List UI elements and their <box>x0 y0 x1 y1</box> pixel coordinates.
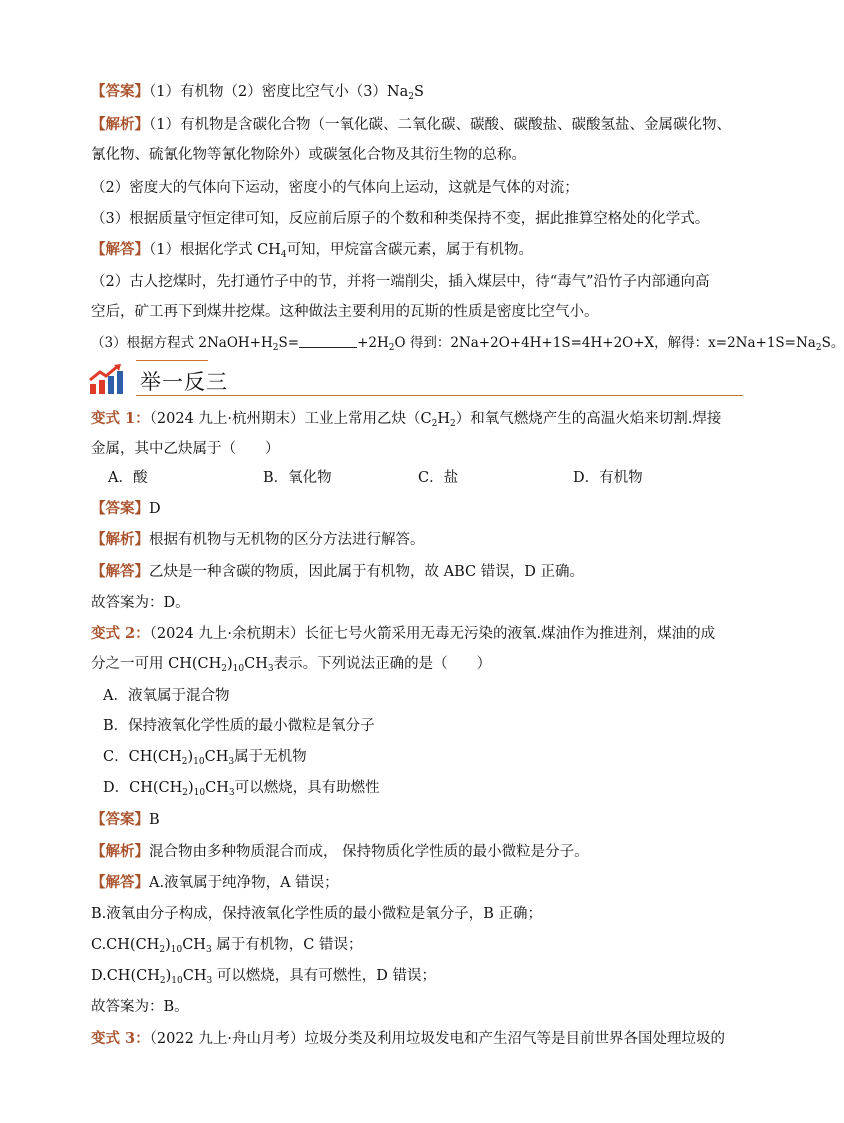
equation-sub-3: 2 <box>815 343 822 353</box>
variant2-sol3-sub1: 2 <box>159 945 166 955</box>
answer-line <box>91 82 754 102</box>
variant1-tail: ）和氧气燃烧产生的高温火焰来切割.焊接 <box>455 411 722 427</box>
variant1-analysis <box>91 530 754 550</box>
variant3-q1: （2022 九上·舟山月考）垃圾分类及利用垃圾发电和产生沼气等是目前世界各国处理垃圾的 <box>149 1031 726 1047</box>
variant2-analysis-text: 混合物由多种物质混合而成， 保持物质化学性质的最小微粒是分子。 <box>149 844 589 860</box>
variant2-sol4-a: D.CH(CH <box>91 968 160 984</box>
analysis-text-1: （1）有机物是含碳化合物（一氧化碳、二氧化碳、碳酸、碳酸盐、碳酸氢盐、金属碳化物、 <box>149 117 731 133</box>
variant2-sol4-b: ) <box>165 968 172 984</box>
variant2-optc-sub1: 2 <box>181 757 188 767</box>
variant2-optd-c: CH <box>205 780 229 796</box>
solution-text-1a: （1）根据化学式 CH <box>149 242 281 258</box>
variant1-solution-text: 乙炔是一种含碳的物质，因此属于有机物，故 ABC 错误，D 正确。 <box>149 564 584 580</box>
variant2-q1: （2024 九上·余杭期末）长征七号火箭采用无毒无污染的液氧.煤油作为推进剂，煤油的成 <box>149 626 716 642</box>
variant2-option-c <box>103 747 754 767</box>
variant2-q2b: ) <box>226 656 233 672</box>
variant2-sol3-b: ) <box>165 937 171 953</box>
variant2-optc-sub2: 10 <box>193 757 205 767</box>
variant1-analysis-tag: 【解析】 <box>91 531 149 548</box>
solution-line-2: （2）古人挖煤时，先打通竹子中的节，并将一端削尖，插入煤层中，待“毒气”沿竹子内部通向高 <box>91 274 710 290</box>
variant2-solution-3 <box>91 935 754 955</box>
section-rule <box>136 395 743 396</box>
variant2-q2a: 分之一可用 CH(CH <box>91 656 222 672</box>
variant2-sol3-sub2: 10 <box>170 945 183 955</box>
variant2-optd-d: 可以燃烧，具有助燃性 <box>234 780 380 796</box>
variant2-optd-sub3: 3 <box>228 788 235 798</box>
variant2-option-d <box>103 778 754 798</box>
variant2-solution-2: B.液氧由分子构成，保持液氧化学性质的最小微粒是氧分子，B 正确； <box>91 906 543 922</box>
solution-tag: 【解答】 <box>91 241 149 258</box>
variant2-q2-sub1: 2 <box>221 664 227 674</box>
variant1-sub1: 2 <box>431 419 438 429</box>
variant1-label: 变式 1： <box>91 410 150 427</box>
variant1-answer <box>91 499 754 519</box>
variant2-optd-b: ) <box>188 780 194 796</box>
variant2-optc-c: CH <box>204 749 229 765</box>
variant1-answer-tag: 【答案】 <box>91 500 149 517</box>
equation-c: +2H <box>357 335 389 351</box>
solution-line-1 <box>91 240 754 260</box>
variant1-option-a: A．酸 <box>108 470 148 486</box>
variant1-mid: H <box>437 411 450 427</box>
variant2-solution-1 <box>91 873 754 893</box>
variant2-solution-tag: 【解答】 <box>91 874 149 891</box>
analysis-line-2: 氰化物、硫氰化物等氰化物除外）或碳氢化合物及其衍生物的总称。 <box>91 147 526 163</box>
variant1-question-2: 金属，其中乙炔属于（ ） <box>91 441 280 457</box>
variant2-conclusion: 故答案为：B。 <box>91 999 189 1015</box>
variant2-answer <box>91 810 754 830</box>
variant2-optd-sub1: 2 <box>182 788 188 798</box>
section-top-rule <box>136 360 208 361</box>
variant2-option-a: A．液氧属于混合物 <box>103 688 230 704</box>
variant2-sol3-d: 属于有机物，C 错误； <box>211 937 363 953</box>
variant2-sol4-c: CH <box>182 968 207 984</box>
equation-d: O 得到：2Na+2O+4H+1S=4H+2O+X，解得：x=2Na+1S=Na <box>394 335 816 351</box>
section-header <box>88 360 743 398</box>
answer-tail: S <box>414 84 424 100</box>
solution-line-3: 空后，矿工再下到煤井挖煤。这种做法主要利用的瓦斯的性质是密度比空气小。 <box>91 304 599 320</box>
variant2-optc-d: 属于无机物 <box>234 749 307 765</box>
variant2-optd-sub2: 10 <box>193 788 206 798</box>
variant2-analysis <box>91 842 754 862</box>
variant3-label: 变式 3： <box>91 1030 150 1047</box>
variant1-option-b: B．氧化物 <box>263 470 332 486</box>
variant2-optc-b: ) <box>187 749 194 765</box>
variant1-analysis-text: 根据有机物与无机物的区分方法进行解答。 <box>149 532 425 548</box>
solution-text-1b: 可知，甲烷富含碳元素，属于有机物。 <box>286 242 534 258</box>
answer-subscript: 2 <box>408 92 414 102</box>
variant2-option-b: B．保持液氧化学性质的最小微粒是氧分子 <box>103 718 375 734</box>
solution-subscript-1: 4 <box>280 250 287 260</box>
variant2-sol4-sub3: 3 <box>206 976 213 986</box>
variant2-label: 变式 2： <box>91 625 150 642</box>
variant2-sol4-sub1: 2 <box>159 976 166 986</box>
growth-chart-icon <box>88 362 130 396</box>
analysis-line-4: （3）根据质量守恒定律可知，反应前后原子的个数和种类保持不变，据此推算空格处的化学式。 <box>91 211 710 227</box>
analysis-line-3: （2）密度大的气体向下运动，密度小的气体向上运动，这就是气体的对流； <box>91 180 579 196</box>
variant2-q2c: CH <box>244 656 268 672</box>
variant2-answer-value: B <box>149 812 160 828</box>
variant2-question-1 <box>91 624 754 644</box>
variant2-question-2 <box>91 654 754 674</box>
variant2-solution-4 <box>91 966 754 986</box>
variant2-optc-a: C．CH(CH <box>103 749 182 765</box>
variant2-answer-tag: 【答案】 <box>91 811 149 828</box>
variant2-analysis-tag: 【解析】 <box>91 843 149 860</box>
variant2-solution-text-1: A.液氧属于纯净物，A 错误； <box>149 875 339 891</box>
analysis-tag: 【解析】 <box>91 116 149 133</box>
variant3-question-1 <box>91 1029 754 1049</box>
variant2-sol4-d: 可以燃烧，具有可燃性，D 错误； <box>212 968 437 984</box>
variant2-q2-sub3: 3 <box>267 664 274 674</box>
solution-line-4 <box>91 333 844 353</box>
equation-a: （3）根据方程式 2NaOH+H <box>91 335 273 351</box>
answer-tag: 【答案】 <box>91 83 149 100</box>
equation-e: S。 <box>821 335 844 351</box>
equation-blank <box>299 335 357 348</box>
variant1-q1: （2024 九上·杭州期末）工业上常用乙炔（C <box>149 411 432 427</box>
variant1-answer-value: D <box>149 501 161 517</box>
variant1-question-1 <box>91 409 754 429</box>
equation-b: S= <box>278 335 300 351</box>
variant2-optc-sub3: 3 <box>228 757 235 767</box>
variant2-sol4-sub2: 10 <box>171 976 183 986</box>
variant2-sol3-c: CH <box>182 937 206 953</box>
variant1-options <box>108 468 754 488</box>
variant2-sol3-a: C.CH(CH <box>91 937 160 953</box>
variant2-q2d: 表示。下列说法正确的是（ ） <box>273 656 492 672</box>
analysis-line-1 <box>91 115 754 135</box>
variant1-solution <box>91 562 754 582</box>
variant2-sol3-sub3: 3 <box>205 945 212 955</box>
variant1-sub2: 2 <box>450 419 456 429</box>
answer-text: （1）有机物（2）密度比空气小（3）Na <box>149 84 409 100</box>
variant1-conclusion: 故答案为：D。 <box>91 595 190 611</box>
variant1-option-c: C．盐 <box>418 470 459 486</box>
variant2-optd-a: D．CH(CH <box>103 780 183 796</box>
equation-sub-1: 2 <box>272 343 279 353</box>
equation-sub-2: 2 <box>388 343 395 353</box>
section-title: 举一反三 <box>140 370 228 394</box>
variant1-option-d: D．有机物 <box>573 470 643 486</box>
variant1-solution-tag: 【解答】 <box>91 563 149 580</box>
variant2-q2-sub2: 10 <box>232 664 245 674</box>
